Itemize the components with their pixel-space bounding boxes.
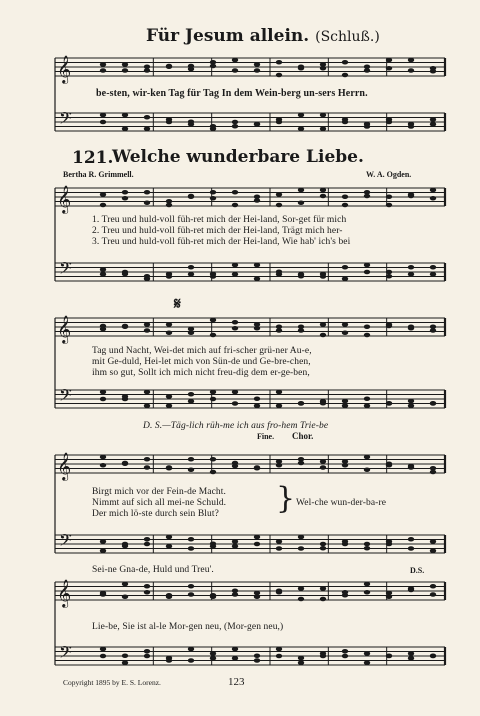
note-head	[166, 322, 172, 327]
note-head	[210, 594, 216, 599]
note-head	[122, 68, 128, 73]
note-head	[254, 276, 260, 281]
note-head	[342, 265, 348, 270]
note-head	[100, 120, 106, 125]
note-head	[144, 542, 150, 547]
note-head	[320, 274, 326, 279]
note-head	[100, 113, 106, 118]
note-head	[122, 461, 128, 466]
note-head	[320, 126, 326, 131]
note-head	[232, 263, 238, 268]
note-head	[166, 120, 172, 125]
note-head	[408, 403, 414, 408]
hymn-author: Bertha R. Grimmell.	[63, 170, 134, 179]
note-head	[364, 651, 370, 656]
note-head	[364, 68, 370, 73]
note-head	[430, 66, 436, 71]
note-head	[100, 203, 106, 208]
note-head	[408, 194, 414, 199]
note-head	[430, 548, 436, 553]
note-head	[276, 546, 282, 551]
note-head	[430, 584, 436, 589]
verse-3-line-1: 3. Treu und huld-voll füh-ret mich der Hei-land, Wie hab' ich's bei	[92, 237, 351, 247]
note-head	[320, 465, 326, 470]
note-head	[276, 60, 282, 65]
clef-symbol: 𝄞	[57, 452, 72, 480]
note-head	[144, 465, 150, 470]
note-head	[320, 546, 326, 551]
verse-1-line-2: Tag und Nacht, Wei-det mich auf fri-scher grü-ner Au-e,	[92, 346, 312, 356]
note-head	[166, 64, 172, 69]
note-head	[232, 272, 238, 277]
fine-label: Fine.	[257, 432, 275, 441]
note-head	[254, 62, 260, 67]
note-head	[188, 592, 194, 597]
note-head	[364, 396, 370, 401]
note-head	[254, 658, 260, 663]
note-head	[430, 328, 436, 333]
note-head	[430, 539, 436, 544]
note-head	[254, 68, 260, 73]
verse-3-line-3: Der mich lö-ste durch sein Blut?	[92, 509, 219, 519]
chorus-line-1: Wel-che wun-der-ba-re	[296, 498, 387, 508]
page-number: 123	[228, 676, 245, 688]
note-head	[386, 203, 392, 208]
note-head	[232, 203, 238, 208]
ds-line: D. S.—Täg-lich rüh-me ich aus fro-hem Trie-be	[143, 421, 329, 431]
note-head	[276, 403, 282, 408]
note-head	[430, 117, 436, 122]
note-head	[210, 318, 216, 323]
note-head	[386, 324, 392, 329]
note-head	[254, 535, 260, 540]
note-head	[430, 401, 436, 406]
note-head	[276, 647, 282, 652]
note-head	[210, 333, 216, 338]
note-head	[298, 401, 304, 406]
note-head	[122, 270, 128, 275]
note-head	[188, 399, 194, 404]
note-head	[210, 470, 216, 475]
note-head	[122, 324, 128, 329]
note-head	[276, 192, 282, 197]
note-head	[188, 64, 194, 69]
note-head	[320, 399, 326, 404]
note-head	[320, 333, 326, 338]
note-head	[188, 330, 194, 335]
note-head	[122, 542, 128, 547]
note-head	[100, 390, 106, 395]
note-head	[210, 190, 216, 195]
note-head	[276, 328, 282, 333]
note-head	[210, 390, 216, 395]
note-head	[386, 58, 392, 63]
note-head	[232, 320, 238, 325]
note-head	[298, 66, 304, 71]
note-head	[232, 124, 238, 129]
hymn-title: Welche wunderbare Liebe.	[112, 147, 364, 167]
note-head	[122, 653, 128, 658]
note-head	[166, 330, 172, 335]
copyright: Copyright 1895 by E. S. Lorenz.	[63, 678, 161, 687]
note-head	[364, 467, 370, 472]
note-head	[100, 397, 106, 402]
hymn-number: 121.	[72, 148, 114, 168]
note-head	[386, 270, 392, 275]
note-head	[386, 463, 392, 468]
note-head	[166, 465, 172, 470]
note-head	[144, 537, 150, 542]
prev-hymn-suffix: (Schluß.)	[315, 29, 380, 45]
note-head	[232, 120, 238, 125]
note-head	[254, 198, 260, 203]
note-head	[298, 597, 304, 602]
note-head	[386, 654, 392, 659]
note-head	[144, 190, 150, 195]
note-head	[210, 656, 216, 661]
note-head	[100, 463, 106, 468]
note-head	[122, 660, 128, 665]
note-head	[122, 62, 128, 67]
note-head	[386, 120, 392, 125]
note-head	[408, 326, 414, 331]
clef-symbol: 𝄞	[57, 579, 72, 607]
bass-clef-symbol: 𝄢	[59, 258, 72, 282]
note-head	[342, 276, 348, 281]
note-head	[100, 455, 106, 460]
note-head	[364, 333, 370, 338]
note-head	[276, 539, 282, 544]
note-head	[320, 113, 326, 118]
note-head	[408, 265, 414, 270]
note-head	[342, 654, 348, 659]
note-head	[320, 459, 326, 464]
note-head	[166, 544, 172, 549]
note-head	[100, 548, 106, 553]
note-head	[232, 58, 238, 63]
note-head	[254, 326, 260, 331]
note-head	[188, 537, 194, 542]
note-head	[188, 194, 194, 199]
note-head	[298, 535, 304, 540]
bass-clef-symbol: 𝄢	[59, 108, 72, 132]
note-head	[232, 390, 238, 395]
bass-clef-symbol: 𝄢	[59, 642, 72, 666]
note-head	[100, 62, 106, 67]
note-head	[386, 66, 392, 71]
note-head	[188, 658, 194, 663]
note-head	[254, 465, 260, 470]
note-head	[188, 122, 194, 127]
note-head	[298, 188, 304, 193]
note-head	[430, 470, 436, 475]
note-head	[144, 649, 150, 654]
note-head	[342, 399, 348, 404]
note-head	[100, 592, 106, 597]
note-head	[364, 542, 370, 547]
clef-symbol: 𝄞	[57, 315, 72, 343]
note-head	[254, 542, 260, 547]
bass-clef-symbol: 𝄢	[59, 530, 72, 554]
note-head	[166, 403, 172, 408]
note-head	[430, 196, 436, 201]
note-head	[342, 403, 348, 408]
note-head	[144, 590, 150, 595]
note-head	[320, 597, 326, 602]
note-head	[188, 272, 194, 277]
note-head	[430, 188, 436, 193]
note-head	[144, 68, 150, 73]
note-head	[408, 537, 414, 542]
note-head	[188, 584, 194, 589]
note-head	[232, 656, 238, 661]
note-head	[144, 276, 150, 281]
note-head	[232, 539, 238, 544]
note-head	[430, 272, 436, 277]
verse-2-line-1: 2. Treu und huld-voll füh-ret mich der Hei-land, Trägt mich her-	[92, 226, 343, 236]
note-head	[342, 330, 348, 335]
note-head	[144, 403, 150, 408]
hymn-composer: W. A. Ogden.	[366, 170, 412, 179]
note-head	[188, 546, 194, 551]
note-head	[364, 263, 370, 268]
note-head	[254, 653, 260, 658]
note-head	[144, 126, 150, 131]
note-head	[210, 457, 216, 462]
note-head	[364, 324, 370, 329]
note-head	[232, 461, 238, 466]
note-head	[342, 60, 348, 65]
note-head	[276, 203, 282, 208]
note-head	[188, 392, 194, 397]
note-head	[122, 113, 128, 118]
note-head	[188, 467, 194, 472]
note-head	[210, 544, 216, 549]
note-head	[210, 274, 216, 279]
note-head	[408, 68, 414, 73]
note-head	[408, 651, 414, 656]
segno-sign: 𝄋	[174, 294, 181, 313]
verse-brace: }	[276, 481, 296, 516]
note-head	[232, 326, 238, 331]
note-head	[166, 658, 172, 663]
note-head	[100, 68, 106, 73]
note-head	[342, 463, 348, 468]
clef-symbol: 𝄞	[57, 55, 72, 83]
note-head	[320, 586, 326, 591]
note-head	[298, 113, 304, 118]
note-head	[254, 396, 260, 401]
note-head	[342, 542, 348, 547]
note-head	[320, 188, 326, 193]
note-head	[122, 397, 128, 402]
note-head	[144, 654, 150, 659]
note-head	[254, 403, 260, 408]
prev-hymn-lyric: be-sten, wir-ken Tag für Tag In dem Wein-berg un-sers Herrn.	[96, 88, 368, 99]
note-head	[100, 272, 106, 277]
note-head	[408, 124, 414, 129]
note-head	[408, 272, 414, 277]
note-head	[342, 120, 348, 125]
note-head	[232, 68, 238, 73]
note-head	[364, 403, 370, 408]
note-head	[100, 267, 106, 272]
note-head	[122, 594, 128, 599]
note-head	[364, 590, 370, 595]
note-head	[430, 122, 436, 127]
note-head	[276, 463, 282, 468]
note-head	[386, 194, 392, 199]
note-head	[276, 654, 282, 659]
clef-symbol: 𝄞	[57, 185, 72, 213]
note-head	[298, 272, 304, 277]
note-head	[298, 660, 304, 665]
note-head	[342, 590, 348, 595]
note-head	[298, 656, 304, 661]
note-head	[144, 200, 150, 205]
note-head	[210, 196, 216, 201]
note-head	[188, 265, 194, 270]
note-head	[144, 457, 150, 462]
note-head	[188, 647, 194, 652]
note-head	[188, 457, 194, 462]
note-head	[100, 192, 106, 197]
note-head	[144, 115, 150, 120]
note-head	[386, 274, 392, 279]
note-head	[122, 582, 128, 587]
note-head	[386, 542, 392, 547]
note-head	[364, 546, 370, 551]
note-head	[320, 654, 326, 659]
note-head	[342, 322, 348, 327]
note-head	[144, 390, 150, 395]
note-head	[364, 270, 370, 275]
note-head	[298, 461, 304, 466]
note-head	[364, 455, 370, 460]
note-head	[320, 322, 326, 327]
note-head	[430, 265, 436, 270]
note-head	[364, 124, 370, 129]
note-head	[232, 401, 238, 406]
note-head	[276, 590, 282, 595]
prev-hymn-title: Für Jesum allein. (Schluß.)	[146, 26, 380, 46]
note-head	[100, 647, 106, 652]
ds-mark: D.S.	[410, 566, 425, 575]
note-head	[320, 194, 326, 199]
note-head	[100, 539, 106, 544]
note-head	[232, 544, 238, 549]
note-head	[210, 651, 216, 656]
note-head	[100, 654, 106, 659]
note-head	[276, 272, 282, 277]
note-head	[386, 594, 392, 599]
note-head	[166, 203, 172, 208]
bass-clef-symbol: 𝄢	[59, 385, 72, 409]
verse-2-line-3: Nimmt auf sich all mei-ne Schuld.	[92, 498, 227, 508]
note-head	[232, 190, 238, 195]
note-head	[298, 200, 304, 205]
note-head	[342, 194, 348, 199]
note-head	[166, 535, 172, 540]
note-head	[408, 58, 414, 63]
note-head	[342, 73, 348, 78]
note-head	[210, 397, 216, 402]
note-head	[364, 194, 370, 199]
note-head	[166, 594, 172, 599]
verse-2-line-2: mit Ge-duld, Hei-let mich von Sün-de und Ge-bre-chen,	[92, 357, 311, 367]
note-head	[122, 126, 128, 131]
note-head	[276, 73, 282, 78]
note-head	[342, 649, 348, 654]
note-head	[144, 322, 150, 327]
note-head	[298, 126, 304, 131]
note-head	[166, 274, 172, 279]
note-head	[254, 122, 260, 127]
note-head	[298, 328, 304, 333]
chor-label: Chor.	[292, 431, 314, 441]
line3-bottom: Sei-ne Gna-de, Huld und Treu'.	[92, 565, 214, 575]
note-head	[364, 582, 370, 587]
note-head	[254, 263, 260, 268]
note-head	[430, 592, 436, 597]
note-head	[386, 401, 392, 406]
note-head	[342, 203, 348, 208]
note-head	[100, 324, 106, 329]
note-head	[210, 126, 216, 131]
note-head	[408, 588, 414, 593]
last-line: Lie-be, Sie ist al-le Mor-gen neu, (Mor-gen neu,)	[92, 622, 284, 632]
note-head	[122, 190, 128, 195]
note-head	[408, 656, 414, 661]
note-head	[166, 394, 172, 399]
note-head	[364, 660, 370, 665]
note-head	[408, 399, 414, 404]
note-head	[320, 542, 326, 547]
note-head	[298, 586, 304, 591]
verse-1-line-3: Birgt mich vor der Fein-de Macht.	[92, 487, 226, 497]
note-head	[276, 390, 282, 395]
note-head	[320, 66, 326, 71]
note-head	[232, 647, 238, 652]
note-head	[254, 594, 260, 599]
note-head	[408, 465, 414, 470]
verse-3-line-2: ihm so gut, Sollt ich mich nicht freu-dig dem er-ge-ben,	[92, 368, 310, 378]
note-head	[430, 654, 436, 659]
note-head	[144, 584, 150, 589]
note-head	[276, 120, 282, 125]
note-head	[210, 64, 216, 69]
note-head	[298, 546, 304, 551]
note-head	[122, 196, 128, 201]
note-head	[144, 328, 150, 333]
verse-1-line-1: 1. Treu und huld-voll füh-ret mich der Hei-land, Sor-get für mich	[92, 215, 347, 225]
note-head	[232, 592, 238, 597]
note-head	[408, 546, 414, 551]
